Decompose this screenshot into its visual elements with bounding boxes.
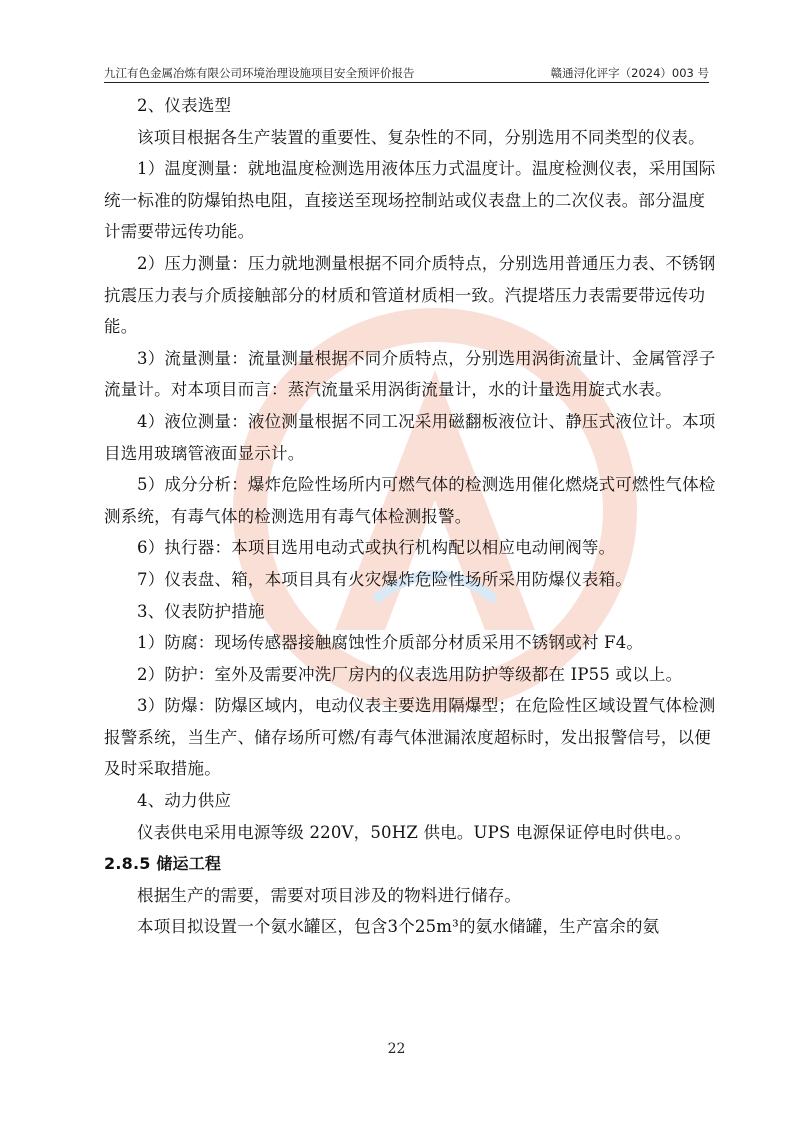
body-paragraph: 本项目拟设置一个氨水罐区，包含3个25m³的氨水储罐，生产富余的氨 — [137, 917, 660, 937]
body-paragraph: 1）温度测量：就地温度检测选用液体压力式温度计。温度检测仪表，采用国际统一标准的防爆铂热电阻，直接送至现场控制站或仪表盘上的二次仪表。部分温度计需要带远传功能。 — [104, 159, 716, 242]
page-number: 22 — [387, 1041, 406, 1057]
body-paragraph: 7）仪表盘、箱，本项目具有火灾爆炸危险性场所采用防爆仪表箱。 — [137, 569, 632, 589]
body-paragraph: 3）流量测量：流量测量根据不同介质特点，分别选用涡街流量计、金属管浮子流量计。对本项目而言：蒸汽流量采用涡街流量计，水的计量选用旋式水表。 — [104, 348, 716, 400]
section-heading: 2.8.5 储运工程 — [104, 854, 222, 874]
body-paragraph: 4）液位测量：液位测量根据不同工况采用磁翻板液位计、静压式液位计。本项目选用玻璃管液面显示计。 — [104, 411, 716, 463]
body-paragraph: 2）防护：室外及需要冲洗厂房内的仪表选用防护等级都在 IP55 或以上。 — [137, 664, 683, 684]
header-report-number: 赣通浔化评字（2024）003 号 — [550, 66, 709, 80]
subsection-heading: 3、仪表防护措施 — [137, 601, 265, 621]
body-paragraph: 1）防腐：现场传感器接触腐蚀性介质部分材质采用不锈钢或衬 F4。 — [137, 633, 644, 653]
document-body — [104, 90, 719, 943]
body-paragraph: 3）防爆：防爆区域内，电动仪表主要选用隔爆型；在危险性区域设置气体检测报警系统，当生产、储存场所可燃/有毒气体泄漏浓度超标时，发出报警信号，以便及时采取措施。 — [104, 696, 716, 779]
body-paragraph: 6）执行器：本项目选用电动式或执行机构配以相应电动闸阀等。 — [137, 538, 616, 558]
body-paragraph: 2）压力测量：压力就地测量根据不同介质特点，分别选用普通压力表、不锈钢抗震压力表与介质接触部分的材质和管道材质相一致。汽提塔压力表需要带远传功能。 — [104, 253, 716, 337]
subsection-heading: 4、动力供应 — [137, 791, 232, 811]
subsection-heading: 2、仪表选型 — [137, 96, 232, 115]
header-report-title: 九江有色金属冶炼有限公司环境治理设施项目安全预评价报告 — [104, 66, 415, 80]
body-paragraph: 根据生产的需要，需要对项目涉及的物料进行储存。 — [137, 885, 522, 905]
page-header — [104, 64, 709, 83]
body-paragraph: 5）成分分析：爆炸危险性场所内可燃气体的检测选用催化燃烧式可燃性气体检测系统，有毒气体的检测选用有毒气体检测报警。 — [104, 475, 716, 526]
body-paragraph: 仪表供电采用电源等级 220V，50HZ 供电。UPS 电源保证停电时供电。。 — [137, 822, 692, 842]
body-paragraph: 该项目根据各生产装置的重要性、复杂性的不同，分别选用不同类型的仪表。 — [137, 127, 705, 147]
